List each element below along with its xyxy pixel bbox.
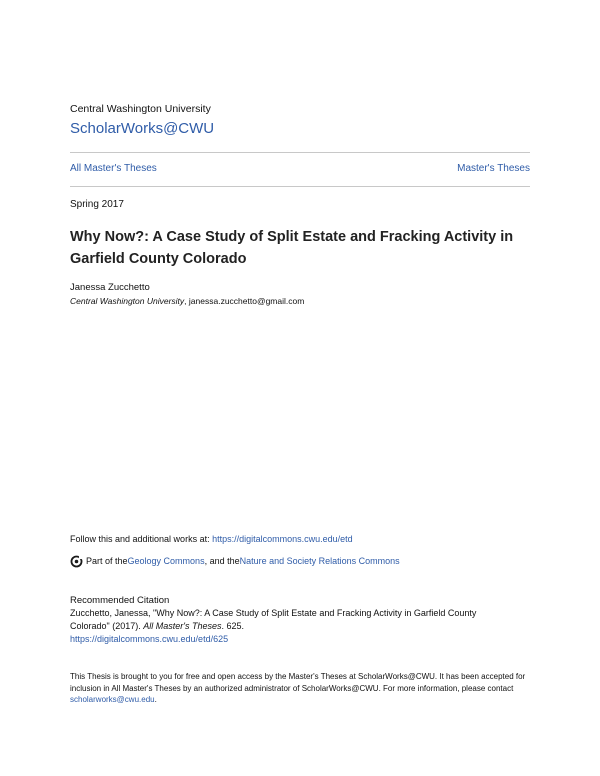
citation-line-2	[70, 620, 530, 633]
author-institution: Central Washington University	[70, 296, 185, 306]
citation-year: Colorado" (2017).	[70, 621, 144, 631]
breadcrumb-theses-link[interactable]: Master's Theses	[457, 163, 530, 174]
repository-link[interactable]: ScholarWorks@CWU	[70, 120, 215, 137]
divider	[70, 152, 530, 153]
citation-text	[70, 607, 530, 646]
collection-link[interactable]: https://digitalcommons.cwu.edu/etd	[212, 534, 353, 544]
institution-name: Central Washington University	[70, 103, 211, 115]
author-name: Janessa Zucchetto	[70, 282, 150, 293]
publication-date: Spring 2017	[70, 199, 124, 210]
citation-series: All Master's Theses	[143, 621, 222, 631]
breadcrumb-all-theses-link[interactable]: All Master's Theses	[70, 163, 157, 174]
geology-commons-link[interactable]: Geology Commons	[127, 556, 205, 566]
notice-end: .	[154, 695, 157, 704]
divider	[70, 186, 530, 187]
affiliation-separator: ,	[184, 296, 189, 306]
part-of-middle: , and the	[204, 556, 240, 566]
access-notice	[70, 671, 530, 706]
part-of-prefix: Part of the	[86, 556, 128, 566]
citation-line-1: Zucchetto, Janessa, "Why Now?: A Case Study of Split Estate and Fracking Activity in Garfield County	[70, 608, 477, 618]
notice-text: This Thesis is brought to you for free and open access by the Master's Theses at ScholarWorks@CWU. It has been accepted for inclusion in All Master's Theses by an authorized administrator of ScholarWorks@CWU. For more information, please contact	[70, 672, 526, 693]
document-title: Why Now?: A Case Study of Split Estate and Fracking Activity in Garfield County Colorado	[70, 229, 514, 267]
citation-number: . 625.	[221, 621, 245, 631]
contact-email-link[interactable]: scholarworks@cwu.edu	[70, 695, 155, 704]
follow-prefix: Follow this and additional works at:	[70, 534, 213, 544]
author-affiliation	[70, 296, 304, 306]
nature-society-commons-link[interactable]: Nature and Society Relations Commons	[239, 556, 400, 566]
follow-line	[70, 533, 353, 546]
part-of-line	[70, 555, 400, 568]
citation-url-link[interactable]: https://digitalcommons.cwu.edu/etd/625	[70, 634, 229, 644]
network-icon	[70, 555, 83, 568]
author-email: janessa.zucchetto@gmail.com	[188, 296, 305, 306]
recommended-citation-heading: Recommended Citation	[70, 595, 170, 606]
